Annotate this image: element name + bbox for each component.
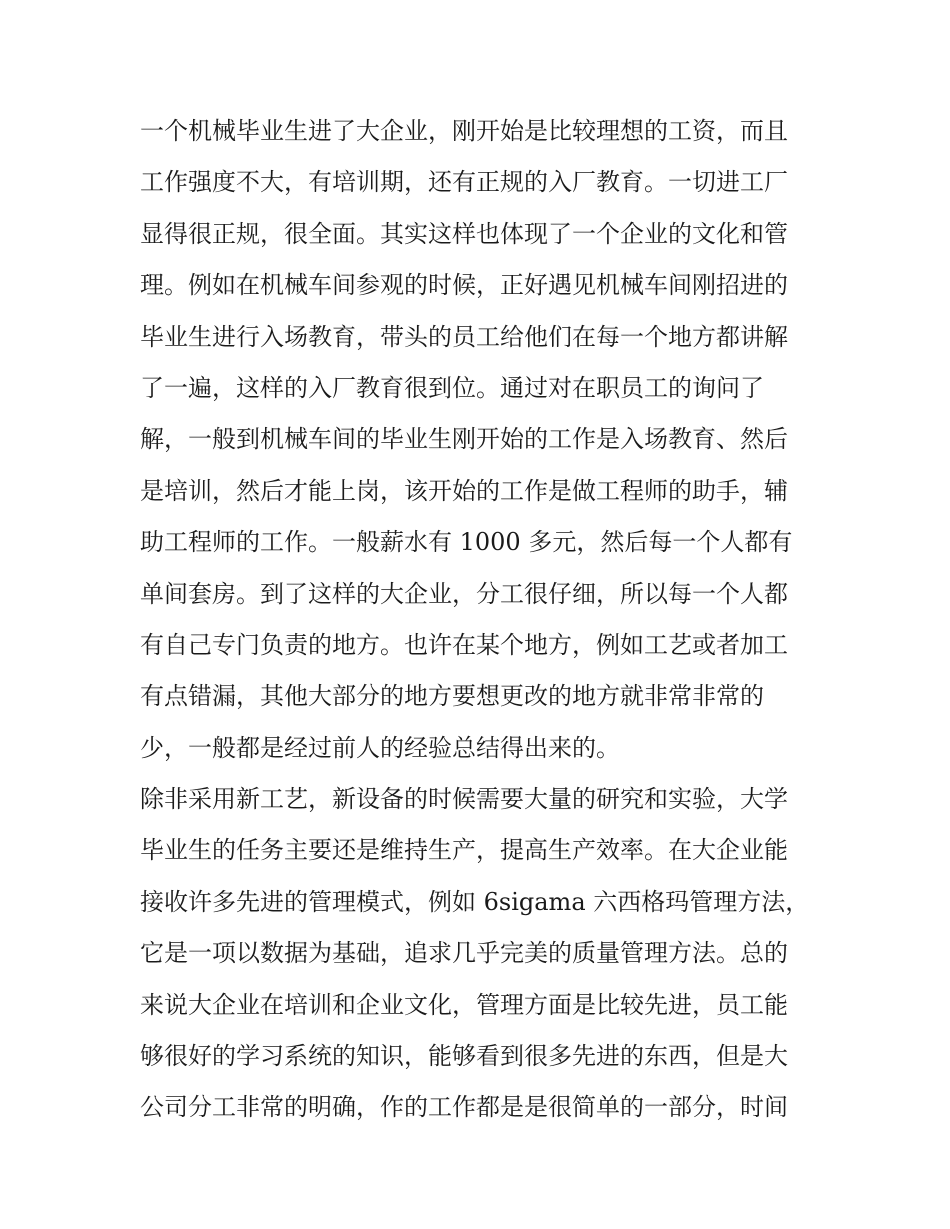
text-line: 有自己专门负责的地方。也许在某个地方，例如工艺或者加工 bbox=[140, 630, 788, 659]
text-line: 来说大企业在培训和企业文化，管理方面是比较先进，员工能 bbox=[140, 990, 788, 1019]
text-line: 毕业生进行入场教育，带头的员工给他们在每一个地方都讲解 bbox=[140, 322, 788, 351]
text-line: 单间套房。到了这样的大企业，分工很仔细，所以每一个人都 bbox=[140, 579, 788, 608]
text-line: 一个机械毕业生进了大企业，刚开始是比较理想的工资，而且 bbox=[140, 117, 788, 145]
text-line: 工作强度不大，有培训期，还有正规的入厂教育。一切进工厂 bbox=[140, 168, 788, 197]
text-line: 显得很正规，很全面。其实这样也体现了一个企业的文化和管 bbox=[140, 219, 788, 248]
text-line: 公司分工非常的明确，作的工作都是是很简单的一部分，时间 bbox=[140, 1093, 788, 1122]
text-line: 够很好的学习系统的知识，能够看到很多先进的东西，但是大 bbox=[140, 1042, 788, 1071]
text-line: 是培训，然后才能上岗，该开始的工作是做工程师的助手，辅 bbox=[140, 476, 788, 505]
text-line: 接收许多先进的管理模式，例如 6sigama 六西格玛管理方法， bbox=[140, 887, 810, 916]
text-line: 它是一项以数据为基础，追求几乎完美的质量管理方法。总的 bbox=[140, 939, 788, 968]
text-line: 有点错漏，其他大部分的地方要想更改的地方就非常非常的 bbox=[140, 682, 764, 711]
text-line: 助工程师的工作。一般薪水有 1000 多元，然后每一个人都有 bbox=[140, 528, 793, 557]
text-line: 毕业生的任务主要还是维持生产，提高生产效率。在大企业能 bbox=[140, 836, 788, 865]
text-line: 解，一般到机械车间的毕业生刚开始的工作是入场教育、然后 bbox=[140, 425, 788, 454]
text-line: 少，一般都是经过前人的经验总结得出来的。 bbox=[140, 733, 620, 762]
body-text bbox=[140, 106, 812, 1134]
text-line: 了一遍，这样的入厂教育很到位。通过对在职员工的询问了 bbox=[140, 373, 764, 402]
text-line: 理。例如在机械车间参观的时候，正好遇见机械车间刚招进的 bbox=[140, 271, 788, 300]
text-line: 除非采用新工艺，新设备的时候需要大量的研究和实验，大学 bbox=[140, 785, 788, 814]
